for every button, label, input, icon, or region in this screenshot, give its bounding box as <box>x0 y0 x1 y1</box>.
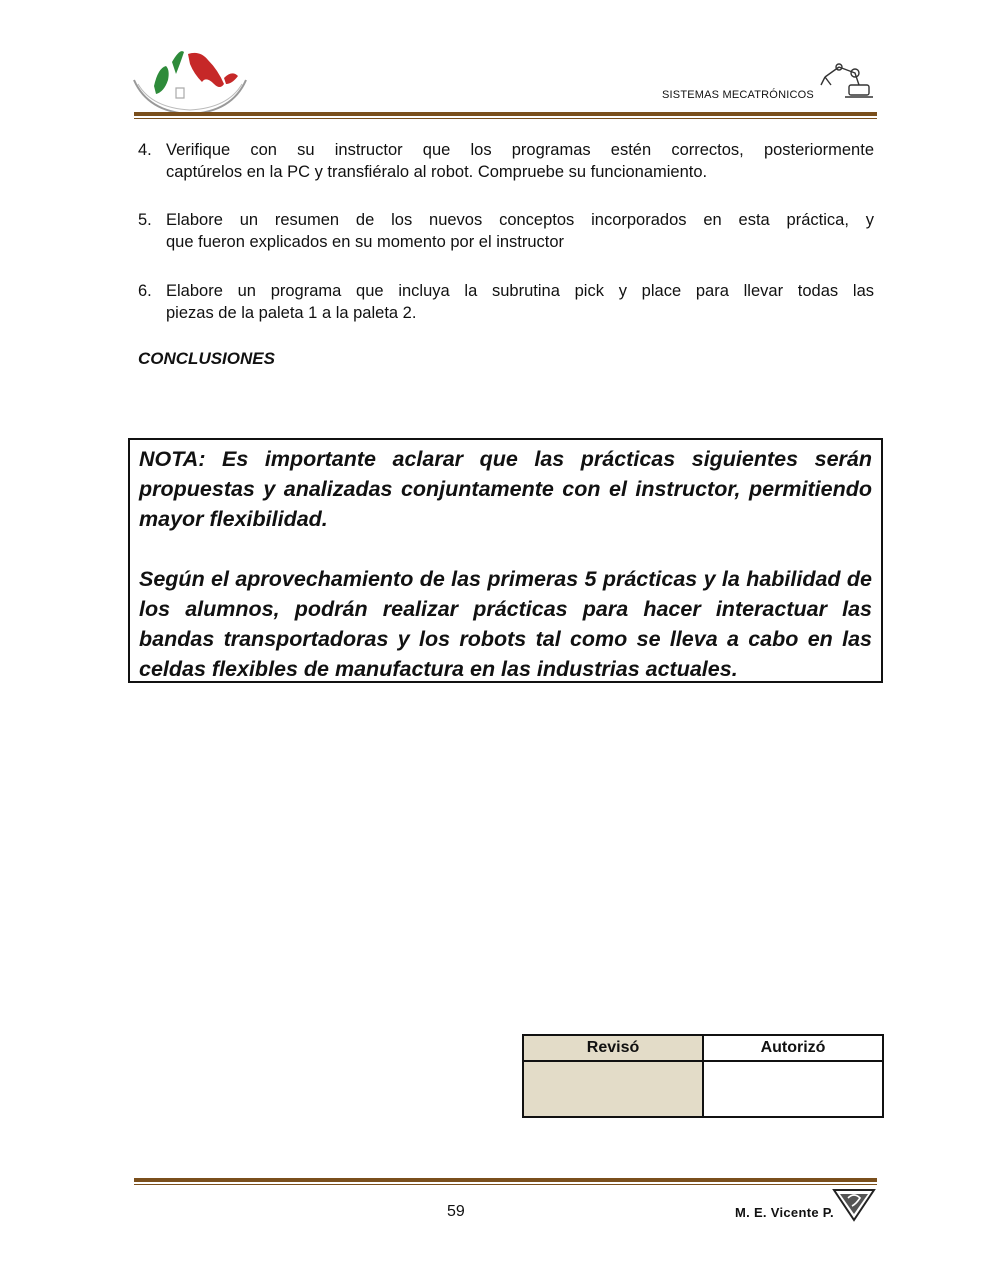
reviso-signature-cell <box>523 1061 703 1117</box>
list-item <box>138 280 874 324</box>
nota-paragraph-2: Según el aprovechamiento de las primeras 5 prácticas y la habilidad de los alumnos, podrán realizar prácticas para hacer interactuar las bandas transportadoras y los robots tal como se lleva a cabo en las celdas flexibles de manufactura en las industrias actuales. <box>139 567 872 681</box>
list-item-number: 5. <box>138 211 152 229</box>
header-rule-thin <box>134 118 877 119</box>
robot-arm-icon <box>815 55 877 103</box>
autorizo-header: Autorizó <box>703 1035 883 1061</box>
list-item-line: captúrelos en la PC y transfiéralo al robot. Compruebe su funcionamiento. <box>166 163 708 181</box>
autorizo-signature-cell <box>703 1061 883 1117</box>
nota-paragraph-1: NOTA: Es importante aclarar que las prácticas siguientes serán propuestas y analizadas conjuntamente con el instructor, permitiendo mayor flexibilidad. <box>139 447 872 531</box>
page-number: 59 <box>447 1203 465 1220</box>
conclusiones-heading: CONCLUSIONES <box>138 349 275 368</box>
header-title: SISTEMAS MECATRÓNICOS <box>662 89 814 101</box>
list-item-line: piezas de la paleta 1 a la paleta 2. <box>166 304 417 322</box>
triangle-emblem-icon <box>832 1186 876 1222</box>
institution-logo <box>128 40 252 116</box>
list-item-number: 6. <box>138 282 152 300</box>
list-item <box>138 209 874 253</box>
footer-rule-thick <box>134 1178 877 1182</box>
signature-table <box>522 1034 884 1118</box>
list-item-number: 4. <box>138 141 152 159</box>
author-name: M. E. Vicente P. <box>735 1205 834 1220</box>
list-item-line: Verifique con su instructor que los programas estén correctos, posteriormente <box>166 141 874 159</box>
reviso-header: Revisó <box>523 1035 703 1061</box>
list-item-line: que fueron explicados en su momento por el instructor <box>166 233 565 251</box>
nota-box <box>128 438 883 683</box>
footer-rule-thin <box>134 1184 877 1185</box>
header-rule-thick <box>134 112 877 116</box>
list-item <box>138 139 874 183</box>
list-item-line: Elabore un programa que incluya la subrutina pick y place para llevar todas las <box>166 282 874 300</box>
list-item-line: Elabore un resumen de los nuevos conceptos incorporados en esta práctica, y <box>166 211 874 229</box>
